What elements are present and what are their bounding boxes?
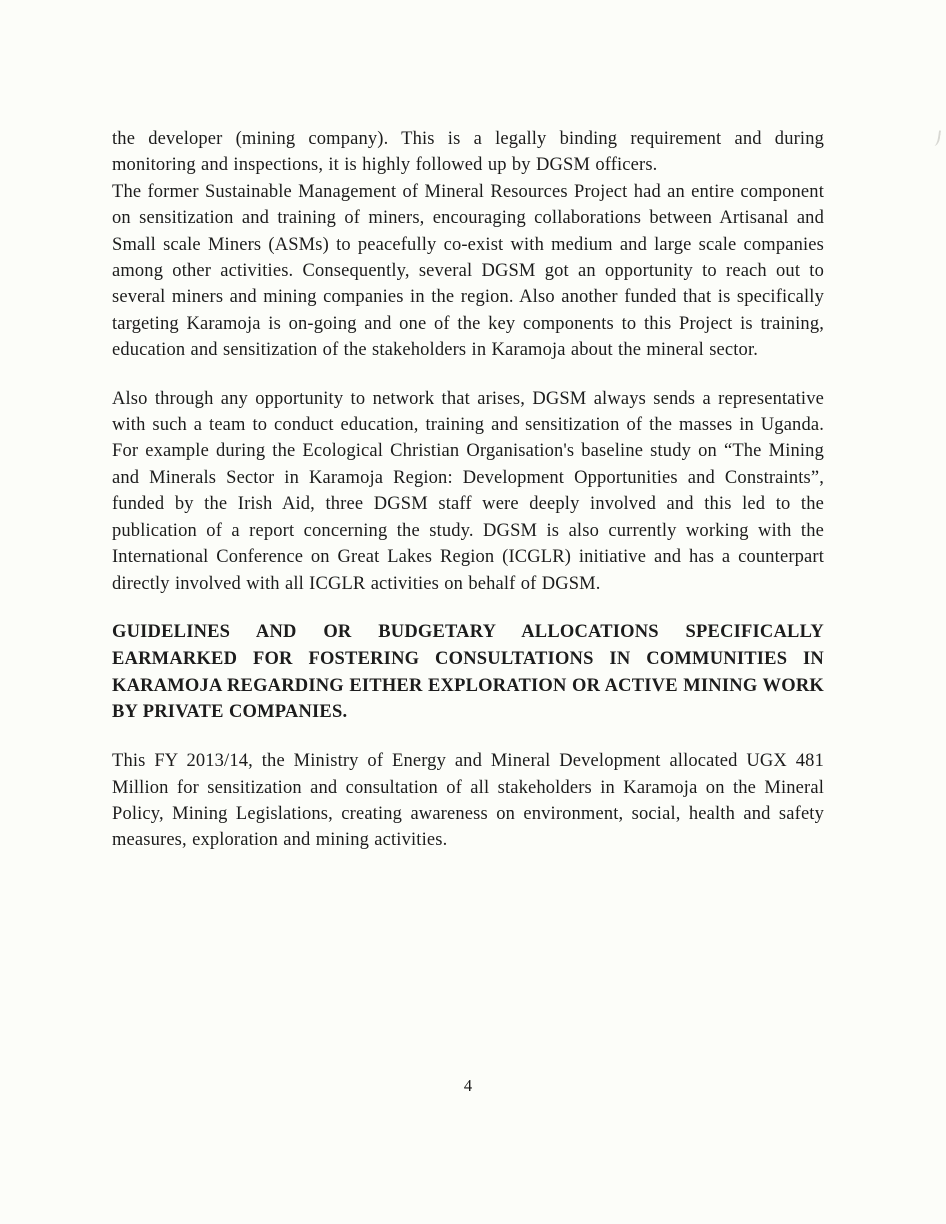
scan-artifact-mark	[931, 130, 941, 147]
page-number: 4	[463, 1076, 473, 1095]
paragraph-smmrp-component: The former Sustainable Management of Mineral Resources Project had an entire component on sensitization and training of miners, encouraging collaborations between Artisanal and Small scale Miners (ASMs) to peacefully co-exist with medium and large scale companies among other activities. Consequently, several DGSM got an opportunity to reach out to several miners and mining companies in the region. Also another funded that is specifically targeting Karamoja is on-going and one of the key components to this Project is training, education and sensitization of the stakeholders in Karamoja about the mineral sector.	[112, 181, 824, 361]
paragraph-developer-requirement: the developer (mining company). This is a legally binding requirement and during monitoring and inspections, it is highly followed up by DGSM officers.	[112, 129, 824, 176]
paragraph-budget-allocation: This FY 2013/14, the Ministry of Energy and Mineral Development allocated UGX 481 Million for sensitization and consultation of all stakeholders in Karamoja on the Mineral Policy, Mining Legislations, creating awareness on environment, social, health and safety measures, exploration and mining activities.	[112, 751, 824, 851]
section-heading-guidelines: GUIDELINES AND OR BUDGETARY ALLOCATIONS SPECIFICALLY EARMARKED FOR FOSTERING CONSULTATIONS IN COMMUNITIES IN KARAMOJA REGARDING EITHER EXPLORATION OR ACTIVE MINING WORK BY PRIVATE COMPANIES.	[112, 621, 824, 723]
paragraph-network-outreach: Also through any opportunity to network that arises, DGSM always sends a representative with such a team to conduct education, training and sensitization of the masses in Uganda. For example during the Ecological Christian Organisation's baseline study on “The Mining and Minerals Sector in Karamoja Region: Development Opportunities and Constraints”, funded by the Irish Aid, three DGSM staff were deeply involved and this led to the publication of a report concerning the study. DGSM is also currently working with the International Conference on Great Lakes Region (ICGLR) initiative and has a counterpart directly involved with all ICGLR activities on behalf of DGSM.	[112, 388, 824, 594]
document-body	[112, 126, 824, 854]
